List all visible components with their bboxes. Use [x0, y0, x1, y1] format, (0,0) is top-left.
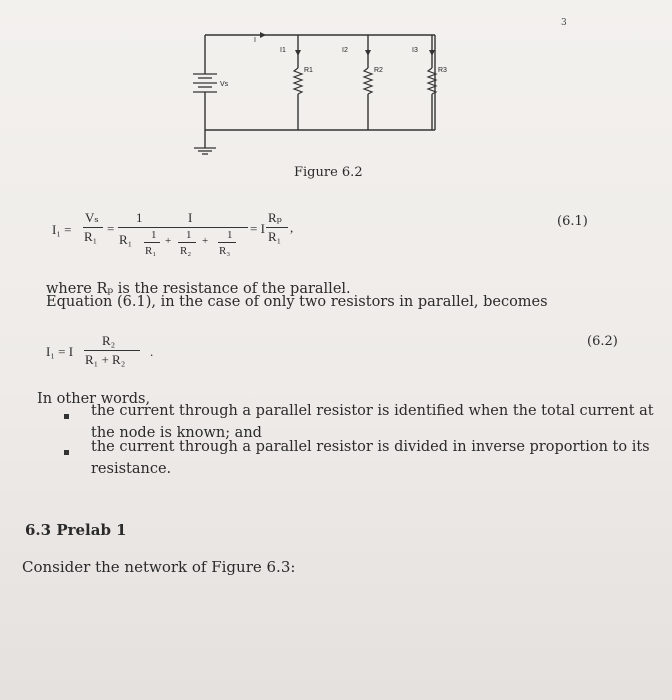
eq62-lhs: I₁ = I: [46, 344, 74, 359]
page-number: 3: [561, 18, 567, 28]
consider-text: Consider the network of Figure 6.3:: [22, 558, 296, 576]
eq61-main-bar: [118, 227, 248, 228]
label-i3: I3: [412, 47, 418, 54]
bullet-marker-2: [64, 450, 69, 455]
eq62-bar: [84, 350, 140, 351]
battery-symbol: [193, 74, 217, 92]
text-in-other-words: In other words,: [37, 391, 151, 407]
eq62-num: R₂: [102, 333, 116, 348]
eq61-frac4-num: Rₚ: [268, 210, 282, 225]
eq61-lhs: I₁ =: [52, 222, 72, 237]
eq61-equals-3: = I: [250, 221, 265, 236]
figure-caption: Figure 6.2: [294, 165, 363, 180]
eq62-den: R₁ + R₂: [85, 352, 126, 367]
section-heading: 6.3 Prelab 1: [25, 521, 127, 539]
label-vs: Vs: [220, 81, 229, 88]
current-arrow-i3: [429, 50, 435, 56]
eq61-sub-den-3: R₃: [219, 245, 231, 257]
label-i2: I2: [342, 47, 348, 54]
bullet-2-line-1: the current through a parallel resistor is divided in inverse proportion to its: [91, 439, 650, 455]
label-r3: R3: [438, 67, 447, 74]
resistor-r1: [294, 68, 302, 94]
eq61-comma: ,: [290, 220, 294, 235]
eq61-frac1-bar: [83, 227, 103, 228]
bullet-1-line-2: the node is known; and: [91, 425, 262, 441]
eq61-sub-den-2: R₂: [180, 245, 192, 257]
bullet-marker-1: [64, 414, 69, 419]
eq61-equals-2: =: [107, 221, 115, 236]
eq61-frac2-num: 1: [136, 210, 143, 225]
label-i1: I1: [280, 47, 286, 54]
bullet-2-line-2: resistance.: [91, 461, 172, 477]
eq61-frac4-den: R₁: [268, 229, 282, 244]
current-arrow-i2: [365, 50, 371, 56]
resistor-r2: [364, 68, 372, 94]
eq62-number: (6.2): [587, 334, 618, 349]
label-r2: R2: [374, 67, 383, 74]
eq61-sub-num-1: 1: [151, 229, 157, 241]
eq61-frac3-num: I: [188, 210, 193, 225]
eq61-sub-num-2: 1: [186, 229, 192, 241]
eq61-plus-1: +: [165, 235, 172, 247]
circuit-diagram: [180, 30, 450, 160]
current-arrow-i: [260, 32, 266, 38]
eq61-plus-2: +: [202, 235, 209, 247]
eq62-dot: .: [150, 344, 154, 359]
current-arrow-i1: [295, 50, 301, 56]
bullet-1-line-1: the current through a parallel resistor is identified when the total current at: [91, 403, 654, 419]
label-i: I: [254, 37, 256, 44]
eq61-den-lead: R₁: [119, 232, 133, 247]
eq61-frac1-num: Vₛ: [85, 210, 99, 225]
text-where: where Rₚ is the resistance of the parallel.: [46, 281, 351, 297]
eq61-number: (6.1): [557, 214, 588, 229]
eq61-sub-num-3: 1: [227, 229, 233, 241]
ground-symbol: [194, 148, 216, 154]
label-r1: R1: [304, 67, 313, 74]
eq61-sub-den-1: R₁: [145, 245, 157, 257]
eq61-frac1-den: R₁: [84, 229, 98, 244]
text-equation-intro: Equation (6.1), in the case of only two resistors in parallel, becomes: [46, 294, 548, 310]
